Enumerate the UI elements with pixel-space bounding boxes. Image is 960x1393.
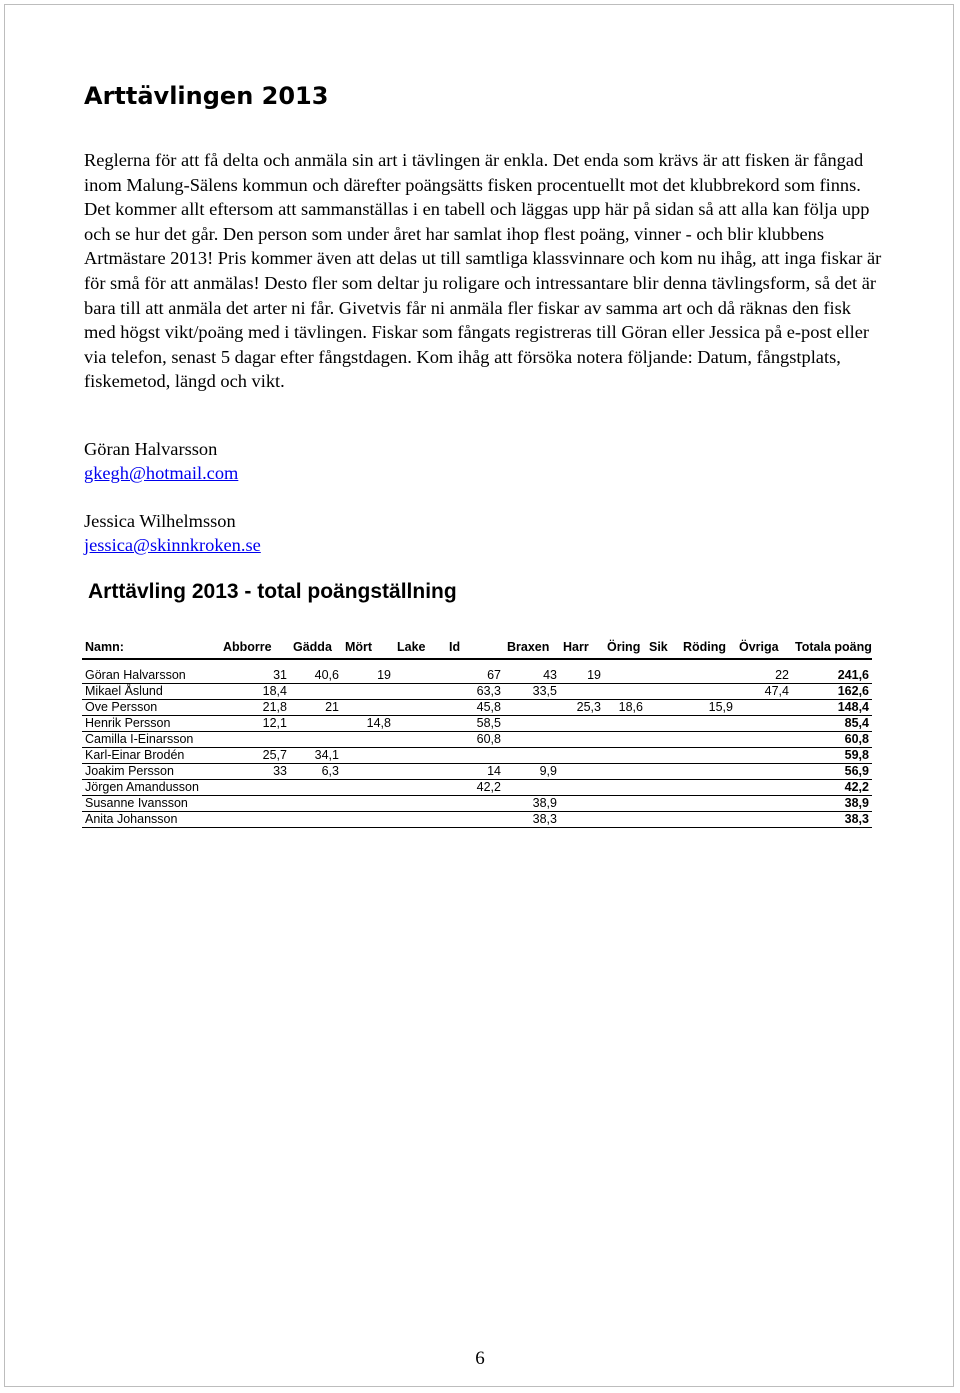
species-points [646,812,680,828]
species-points [646,764,680,780]
contact-name: Göran Halvarsson [84,439,218,459]
table-row [82,812,872,828]
species-points: 19 [560,668,604,684]
table-row [82,684,872,700]
total-points: 85,4 [792,716,872,732]
scoreboard-table [82,636,872,828]
column-header: Braxen [504,636,560,659]
species-points: 18,6 [604,700,646,716]
species-points [680,812,736,828]
species-points: 21 [290,700,342,716]
species-points: 25,7 [220,748,290,764]
contact-email-link[interactable]: jessica@skinnkroken.se [84,535,261,555]
column-header: Harr [560,636,604,659]
species-points [342,684,394,700]
participant-name: Mikael Åslund [82,684,220,700]
species-points [604,668,646,684]
species-points [680,684,736,700]
species-points: 14 [446,764,504,780]
contact-jessica [84,509,261,557]
species-points [220,732,290,748]
species-points [394,684,446,700]
species-points [646,668,680,684]
species-points [604,812,646,828]
table-row [82,764,872,780]
species-points [560,716,604,732]
species-points [604,764,646,780]
species-points: 21,8 [220,700,290,716]
column-header: Öring [604,636,646,659]
participant-name: Camilla I-Einarsson [82,732,220,748]
species-points [342,748,394,764]
species-points [394,716,446,732]
species-points: 14,8 [342,716,394,732]
species-points [680,796,736,812]
species-points [604,716,646,732]
species-points [220,812,290,828]
species-points: 67 [446,668,504,684]
column-header: Sik [646,636,680,659]
species-points: 63,3 [446,684,504,700]
species-points [560,764,604,780]
species-points [446,748,504,764]
species-points [504,716,560,732]
species-points [736,732,792,748]
species-points [646,684,680,700]
species-points [290,780,342,796]
species-points: 38,3 [504,812,560,828]
species-points [680,716,736,732]
species-points [736,700,792,716]
total-points: 56,9 [792,764,872,780]
participant-name: Karl-Einar Brodén [82,748,220,764]
species-points [646,732,680,748]
species-points [342,812,394,828]
table-row [82,668,872,684]
species-points [680,748,736,764]
species-points: 33 [220,764,290,780]
total-points: 148,4 [792,700,872,716]
species-points [560,748,604,764]
total-points: 38,9 [792,796,872,812]
species-points [290,732,342,748]
total-points: 38,3 [792,812,872,828]
species-points [736,764,792,780]
species-points [560,780,604,796]
contact-goran [84,437,238,485]
contact-email-link[interactable]: gkegh@hotmail.com [84,463,239,483]
species-points [736,748,792,764]
participant-name: Susanne Ivansson [82,796,220,812]
species-points: 31 [220,668,290,684]
species-points: 18,4 [220,684,290,700]
species-points [560,796,604,812]
species-points [560,812,604,828]
column-header: Id [446,636,504,659]
species-points [604,796,646,812]
species-points [504,700,560,716]
species-points [680,780,736,796]
species-points [736,780,792,796]
contact-name: Jessica Wilhelmsson [84,511,236,531]
column-header: Röding [680,636,736,659]
species-points: 34,1 [290,748,342,764]
species-points [394,764,446,780]
species-points: 45,8 [446,700,504,716]
table-header-row [82,636,872,659]
page-number: 6 [475,1348,485,1369]
table-row [82,796,872,812]
species-points [446,812,504,828]
species-points: 15,9 [680,700,736,716]
species-points [342,732,394,748]
species-points: 42,2 [446,780,504,796]
species-points: 12,1 [220,716,290,732]
species-points [290,812,342,828]
species-points: 22 [736,668,792,684]
species-points [220,796,290,812]
column-header: Lake [394,636,446,659]
table-row [82,732,872,748]
species-points [646,748,680,764]
total-points: 60,8 [792,732,872,748]
species-points [504,748,560,764]
participant-name: Joakim Persson [82,764,220,780]
page-heading: Arttävlingen 2013 [84,82,329,110]
species-points [446,796,504,812]
species-points: 6,3 [290,764,342,780]
species-points [680,764,736,780]
species-points [604,732,646,748]
species-points [394,812,446,828]
total-points: 42,2 [792,780,872,796]
species-points [604,780,646,796]
species-points [560,684,604,700]
species-points: 38,9 [504,796,560,812]
total-points: 162,6 [792,684,872,700]
species-points [646,700,680,716]
table-row [82,716,872,732]
species-points: 47,4 [736,684,792,700]
species-points [290,684,342,700]
species-points [342,796,394,812]
column-header: Övriga [736,636,792,659]
species-points [394,748,446,764]
species-points [680,668,736,684]
column-header: Gädda [290,636,342,659]
species-points [342,764,394,780]
participant-name: Anita Johansson [82,812,220,828]
species-points [394,796,446,812]
species-points [736,812,792,828]
table-row [82,748,872,764]
intro-paragraph: Reglerna för att få delta och anmäla sin art i tävlingen är enkla. Det enda som krävs är att fisken är fångad inom Malung-Sälens kommun och därefter poängsätts fisken procentuellt mot det klubbrekord som finns. Det kommer allt eftersom att sammanställas i en tabell och läggas upp här på sidan så att alla kan följa upp och se hur det går. Den person som under året har samlat ihop flest poäng, vinner - och blir klubbens Artmästare 2013! Pris kommer även att delas ut till samtliga klassvinnare och kom nu ihåg, att inga fiskar är för små för att anmälas! Desto fler som deltar ju roligare och intressantare blir denna tävlingsform, så det är bara till att anmäla det arter ni får. Givetvis får ni anmäla fler fiskar av samma art och då räknas den fisk med högst vikt/poäng med i tävlingen. Fiskar som fångats registreras till Göran eller Jessica på e-post eller via telefon, senast 5 dagar efter fångstdagen. Kom ihåg att försöka notera följande: Datum, fångstplats, fiskemetod, längd och vikt. [84,150,882,392]
species-points [560,732,604,748]
species-points [646,796,680,812]
participant-name: Henrik Persson [82,716,220,732]
species-points [504,732,560,748]
species-points [220,780,290,796]
species-points [394,732,446,748]
participant-name: Göran Halvarsson [82,668,220,684]
species-points: 25,3 [560,700,604,716]
species-points [646,716,680,732]
species-points [394,780,446,796]
species-points [646,780,680,796]
species-points [342,780,394,796]
species-points [342,700,394,716]
species-points [604,748,646,764]
column-header: Totala poäng [792,636,872,659]
species-points [604,684,646,700]
species-points: 33,5 [504,684,560,700]
species-points: 43 [504,668,560,684]
participant-name: Ove Persson [82,700,220,716]
scoreboard-title: Arttävling 2013 - total poängställning [88,580,457,603]
species-points: 40,6 [290,668,342,684]
column-header: Namn: [82,636,220,659]
table-row [82,780,872,796]
species-points: 9,9 [504,764,560,780]
total-points: 241,6 [792,668,872,684]
species-points [394,700,446,716]
participant-name: Jörgen Amandusson [82,780,220,796]
column-header: Abborre [220,636,290,659]
species-points [736,716,792,732]
species-points: 60,8 [446,732,504,748]
species-points [680,732,736,748]
column-header: Mört [342,636,394,659]
total-points: 59,8 [792,748,872,764]
species-points [736,796,792,812]
table-body [82,659,872,828]
species-points [504,780,560,796]
table-row [82,700,872,716]
species-points [290,716,342,732]
species-points: 58,5 [446,716,504,732]
species-points [290,796,342,812]
species-points [394,668,446,684]
species-points: 19 [342,668,394,684]
